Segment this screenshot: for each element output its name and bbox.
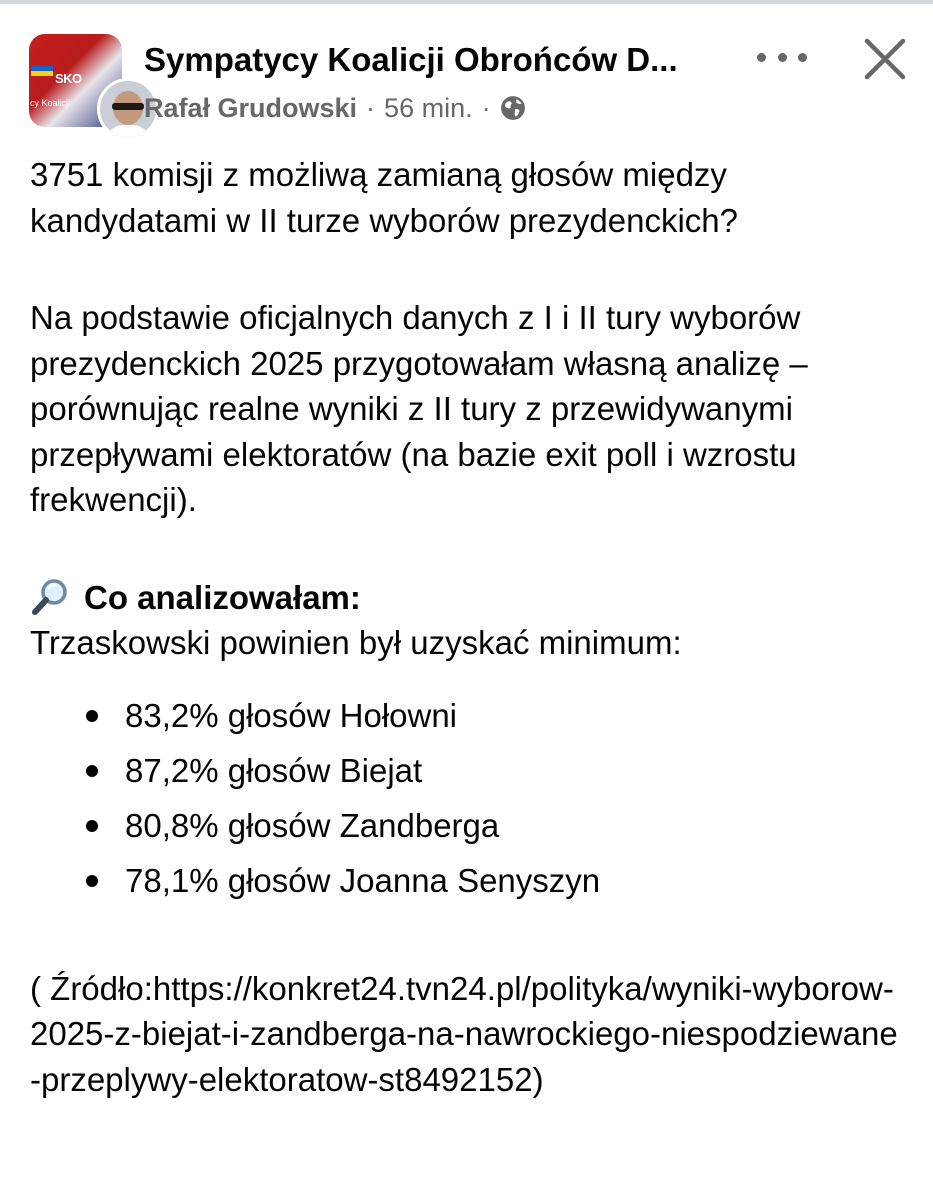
analysis-lead: Trzaskowski powinien był uzyskać minimum: — [30, 624, 682, 661]
list-item: 78,1% głosów Joanna Senyszyn — [125, 853, 910, 908]
more-horizontal-icon — [778, 53, 787, 62]
avatar-group[interactable] — [29, 34, 127, 132]
list-item: 80,8% głosów Zandberga — [125, 798, 910, 853]
more-options-button[interactable] — [757, 46, 807, 68]
meta-separator: · — [481, 92, 491, 123]
paragraph-gap — [30, 908, 910, 966]
globe-icon — [500, 95, 526, 121]
post-header — [0, 4, 933, 134]
more-horizontal-icon — [757, 53, 766, 62]
list-item: 87,2% głosów Biejat — [125, 743, 910, 798]
results-list — [30, 688, 910, 908]
group-name-link[interactable]: Sympatycy Koalicji Obrońców D... — [144, 41, 678, 78]
ukraine-flag-icon — [31, 66, 53, 76]
paragraph-gap — [30, 243, 910, 295]
avatar-shirt — [104, 125, 152, 140]
source-prefix: ( Źródło: — [30, 969, 153, 1007]
author-name-link[interactable]: Rafał Grudowski — [144, 92, 358, 123]
meta-separator: · — [366, 92, 376, 123]
post-paragraph-1: 3751 komisji z możliwą zamianą głosów między kandydatami w II turze wyborów prezydenckich? — [30, 156, 738, 239]
post-timestamp[interactable]: 56 min. — [384, 92, 473, 123]
list-item: 83,2% głosów Hołowni — [125, 688, 910, 743]
magnifying-glass-icon — [30, 577, 70, 617]
group-avatar-text-top: SKO — [55, 71, 82, 86]
more-horizontal-icon — [798, 53, 807, 62]
avatar-sunglasses — [112, 103, 144, 110]
source-citation — [30, 966, 905, 1103]
analysis-heading — [30, 575, 910, 621]
group-avatar-text-bottom: cy Koalicji — [30, 98, 71, 108]
paragraph-gap — [30, 523, 910, 575]
post-meta — [144, 90, 526, 126]
close-icon[interactable] — [862, 36, 908, 82]
source-link[interactable]: https://konkret24.tvn24.pl/polityka/wyniki-wyborow-2025-z-biejat-i-zandberga-na-nawrockiego-niespodziewane-przeplywy-elektoratow-st8492152) — [30, 969, 898, 1098]
analysis-heading-text: Co analizowałam: — [84, 578, 361, 616]
post-paragraph-2: Na podstawie oficjalnych danych z I i II tury wyborów prezydenckich 2025 przygotowałam własną analizę – porównując realne wyniki z II tury z przewidywanymi przepływami elektoratów (na bazie exit poll i wzrostu frekwencji). — [30, 299, 808, 518]
post-body — [30, 152, 910, 1102]
